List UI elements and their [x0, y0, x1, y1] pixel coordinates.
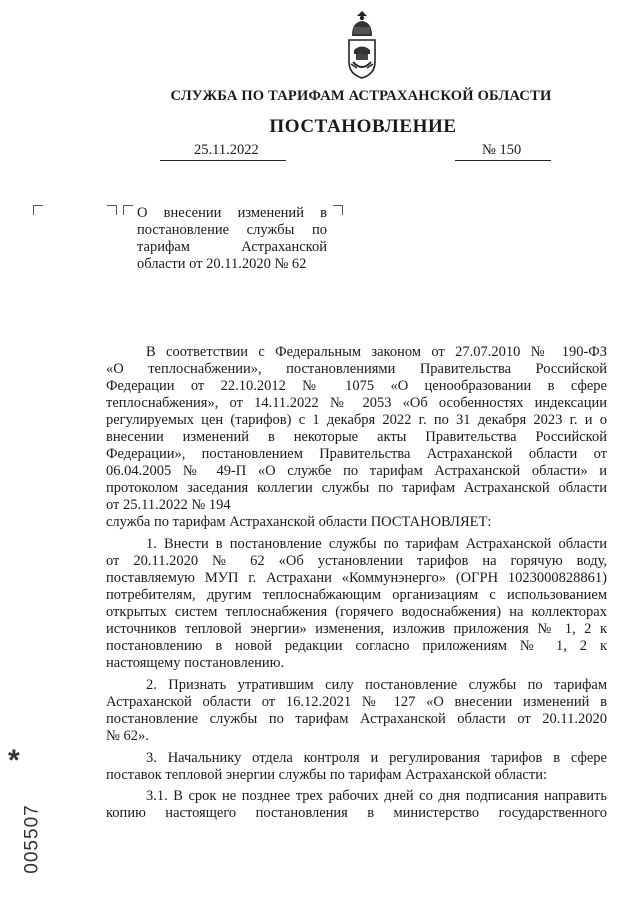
- number-underline: [455, 160, 551, 161]
- subject-line: постановление службы по: [137, 222, 327, 238]
- text-line: 1. Внести в постановление службы по тарифам Астраханской области: [146, 536, 607, 553]
- paragraph-preamble: [106, 344, 607, 532]
- text-line: Федерации от 22.10.2012 № 1075 «О ценообразовании в сфере: [106, 378, 607, 395]
- serial-text: 005507: [21, 804, 43, 874]
- text-line: 06.04.2005 № 49-П «О службе по тарифам Астраханской области» и: [106, 463, 607, 480]
- body-text: [106, 344, 607, 827]
- text-line: копию настоящего постановления в министерство государственного: [106, 805, 607, 822]
- document-number: № 150: [482, 142, 522, 158]
- text-line: потребителям, другим теплоснабжающим организациям с использованием: [106, 587, 607, 604]
- organization-name: СЛУЖБА ПО ТАРИФАМ АСТРАХАНСКОЙ ОБЛАСТИ: [170, 88, 552, 104]
- text-line: Астраханской области от 16.12.2021 № 127 «О внесении изменений в: [106, 693, 607, 710]
- subject-line: О внесении изменений в: [137, 205, 327, 221]
- text-line: служба по тарифам Астраханской области ПОСТАНОВЛЯЕТ:: [106, 514, 492, 531]
- subject-block: [137, 205, 327, 273]
- text-line: протоколом заседания коллегии службы по тарифам Астраханской области: [106, 480, 607, 497]
- coat-of-arms-emblem: [339, 10, 385, 80]
- document-type-title: ПОСТАНОВЛЕНИЕ: [269, 116, 457, 137]
- text-line: поставляемую МУП г. Астрахани «Коммунэнерго» (ОГРН 1023000828861): [106, 570, 607, 587]
- text-line: В соответствии с Федеральным законом от 27.07.2010 № 190-ФЗ: [146, 344, 607, 360]
- text-line: от 25.11.2022 № 194: [106, 497, 231, 514]
- text-line: 3.1. В срок не позднее трех рабочих дней со дня подписания направить: [146, 788, 607, 805]
- corner-mark: [33, 205, 43, 215]
- paragraph-item-3: [106, 750, 607, 784]
- date-underline: [160, 160, 286, 161]
- text-line: Федерации», постановлением Правительства Астраханской области от: [106, 446, 607, 463]
- text-line: 2. Признать утратившим силу постановление службы по тарифам: [146, 676, 607, 693]
- subject-line: области от 20.11.2020 № 62: [137, 256, 307, 272]
- paragraph-item-2: [106, 677, 607, 745]
- corner-mark: [333, 205, 343, 215]
- corner-mark: [123, 205, 133, 215]
- text-line: источников тепловой энергии» изменения, изложив приложения № 1, 2 к: [106, 621, 607, 638]
- text-line: «О теплоснабжении», постановлениями Правительства Российской: [106, 361, 607, 378]
- text-line: регулируемых цен (тарифов) с 1 декабря 2022 г. по 31 декабря 2023 г. и о: [106, 412, 607, 429]
- paragraph-item-3-1: [106, 788, 607, 822]
- margin-asterisk: *: [8, 744, 20, 777]
- margin-serial-number: [6, 804, 43, 874]
- text-line: № 62».: [106, 728, 149, 745]
- text-line: постановлению в новой редакции согласно приложениям № 1, 2 к: [106, 638, 607, 655]
- text-line: открытых систем теплоснабжения (горячего водоснабжения) на коллекторах: [106, 604, 607, 621]
- text-line: от 20.11.2020 № 62 «Об установлении тарифов на горячую воду,: [106, 553, 607, 570]
- text-line: настоящему постановлению.: [106, 655, 285, 672]
- text-line: постановление службы по тарифам Астраханской области от 20.11.2020: [106, 710, 607, 727]
- paragraph-item-1: [106, 536, 607, 672]
- text-line: 3. Начальнику отдела контроля и регулирования тарифов в сфере: [146, 749, 607, 766]
- text-line: внесении изменений в некоторые акты Правительства Российской: [106, 429, 607, 446]
- text-line: теплоснабжения», от 14.11.2022 № 2053 «Об особенностях индексации: [106, 395, 607, 412]
- document-date: 25.11.2022: [194, 142, 259, 158]
- corner-mark: [107, 205, 117, 215]
- subject-line: тарифам Астраханской: [137, 239, 327, 255]
- text-line: поставок тепловой энергии службы по тарифам Астраханской области:: [106, 766, 547, 783]
